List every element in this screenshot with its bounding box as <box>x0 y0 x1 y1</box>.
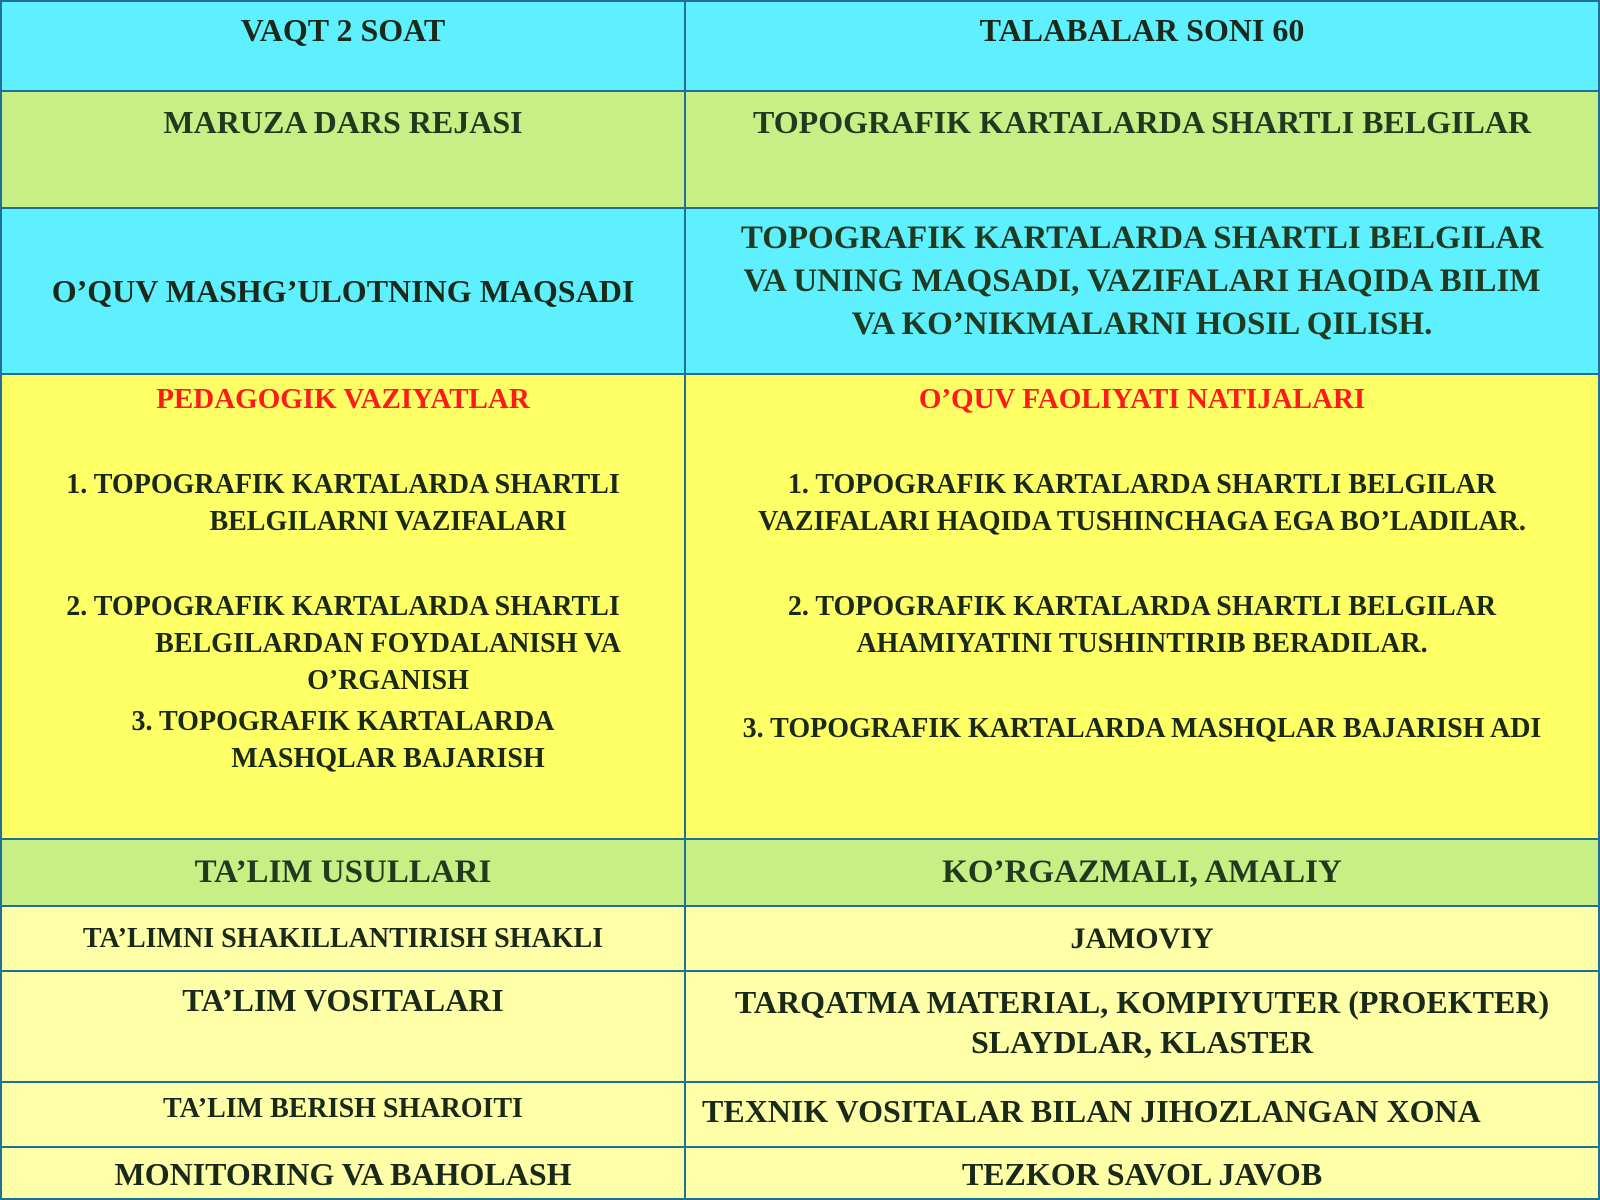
topic-title: TOPOGRAFIK KARTALARDA SHARTLI BELGILAR <box>752 104 1532 140</box>
conditions-label: TA’LIM BERISH SHAROITI <box>163 1093 523 1124</box>
situation-line: BELGILARNI VAZIFALARI <box>209 506 567 537</box>
situation-item <box>2 703 684 777</box>
tools-label-cell <box>0 972 686 1083</box>
situation-line: 1. TOPOGRAFIK KARTALARDA SHARTLI <box>66 469 620 500</box>
situation-line: O’RGANISH <box>307 665 469 696</box>
situation-line: 2. TOPOGRAFIK KARTALARDA SHARTLI <box>66 591 620 622</box>
result-line: 3. TOPOGRAFIK KARTALARDA MASHQLAR BAJARISH ADI <box>742 713 1542 744</box>
monitoring-value: TEZKOR SAVOL JAVOB <box>961 1156 1323 1192</box>
conditions-label-cell <box>0 1083 686 1148</box>
plan-label-cell <box>0 92 686 209</box>
monitoring-label: MONITORING VA BAHOLASH <box>114 1156 572 1192</box>
time-label: VAQT 2 SOAT <box>240 12 446 48</box>
situations-heading: PEDAGOGIK VAZIYATLAR <box>156 383 530 415</box>
results-cell <box>686 375 1600 840</box>
situation-item <box>2 466 684 540</box>
result-item <box>686 588 1598 662</box>
result-line: 1. TOPOGRAFIK KARTALARDA SHARTLI BELGILAR <box>787 469 1497 500</box>
form-label: TA’LIMNI SHAKILLANTIRISH SHAKLI <box>82 922 604 954</box>
goal-text-cell <box>686 209 1600 375</box>
situations-cell <box>0 375 686 840</box>
time-cell <box>0 0 686 92</box>
topic-cell <box>686 92 1600 209</box>
form-value-cell <box>686 907 1600 972</box>
goal-line: VA UNING MAQSADI, VAZIFALARI HAQIDA BILIM <box>743 262 1541 299</box>
results-heading: O’QUV FAOLIYATI NATIJALARI <box>918 383 1366 415</box>
goal-label-cell <box>0 209 686 375</box>
students-cell <box>686 0 1600 92</box>
result-item <box>686 710 1598 747</box>
form-value: JAMOVIY <box>1070 921 1214 955</box>
plan-label: MARUZA DARS REJASI <box>163 104 523 140</box>
situation-line: BELGILARDAN FOYDALANISH VA <box>155 628 621 659</box>
tools-label: TA’LIM VOSITALARI <box>182 982 504 1018</box>
situation-line: 3. TOPOGRAFIK KARTALARDA <box>131 706 555 737</box>
goal-line: TOPOGRAFIK KARTALARDA SHARTLI BELGILAR <box>740 220 1544 256</box>
methods-value: KO’RGAZMALI, AMALIY <box>942 854 1342 890</box>
monitoring-label-cell <box>0 1148 686 1200</box>
conditions-value-cell <box>686 1083 1600 1148</box>
methods-label-cell <box>0 840 686 907</box>
tools-line: SLAYDLAR, KLASTER <box>970 1024 1314 1060</box>
methods-label: TA’LIM USULLARI <box>194 854 492 890</box>
methods-value-cell <box>686 840 1600 907</box>
conditions-value: TEXNIK VOSITALAR BILAN JIHOZLANGAN XONA <box>702 1093 1481 1129</box>
monitoring-value-cell <box>686 1148 1600 1200</box>
result-line: AHAMIYATINI TUSHINTIRIB BERADILAR. <box>856 628 1428 659</box>
tools-line: TARQATMA MATERIAL, KOMPIYUTER (PROEKTER) <box>734 984 1550 1020</box>
form-label-cell <box>0 907 686 972</box>
situation-line: MASHQLAR BAJARISH <box>231 743 545 774</box>
tools-value-cell <box>686 972 1600 1083</box>
goal-label: O’QUV MASHG’ULOTNING MAQSADI <box>51 272 635 309</box>
situation-item <box>2 588 684 699</box>
students-label: TALABALAR SONI 60 <box>979 12 1305 48</box>
result-line: 2. TOPOGRAFIK KARTALARDA SHARTLI BELGILAR <box>787 591 1497 622</box>
result-item <box>686 466 1598 540</box>
goal-line: VA KO’NIKMALARNI HOSIL QILISH. <box>851 305 1433 342</box>
result-line: VAZIFALARI HAQIDA TUSHINCHAGA EGA BO’LADILAR. <box>758 506 1526 537</box>
